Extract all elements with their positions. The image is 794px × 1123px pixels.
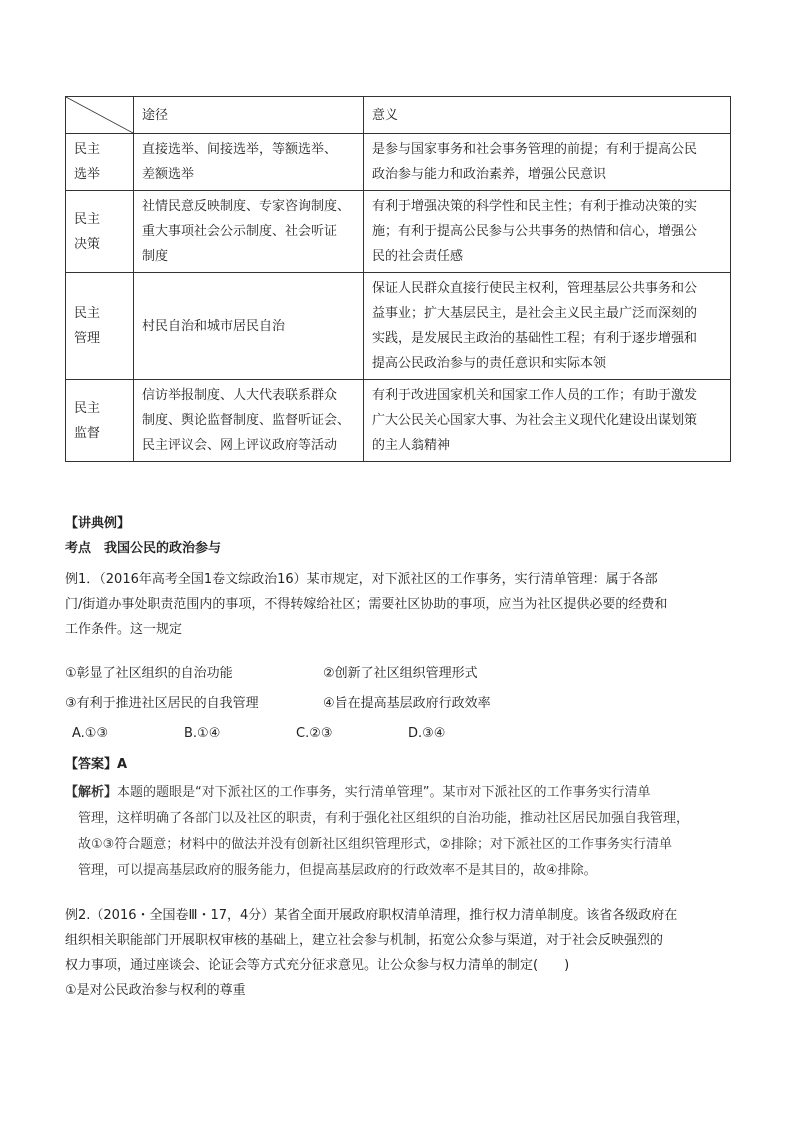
row-path: 社情民意反映制度、专家咨询制度、 重大事项社会公示制度、社会听证 制度 — [134, 191, 364, 273]
option-b: B.①④ — [184, 726, 221, 741]
row-label: 民主 监督 — [66, 380, 134, 462]
section-title: 【讲典例】 — [65, 516, 131, 531]
statement-1: ①彰显了社区组织的自治功能 — [65, 666, 233, 681]
stem-line: 门/街道办事处职责范围内的事项，不得转嫁给社区；需要社区协助的事项，应当为社区提供必要的经费和 — [65, 597, 668, 612]
row-meaning: 有利于增强决策的科学性和民主性；有利于推动决策的实 施；有利于提高公民参与公共事务的热情和信心，增强公 民的社会责任感 — [364, 191, 731, 273]
statement-2: ②创新了社区组织管理形式 — [323, 666, 478, 681]
answer-value: A — [117, 757, 128, 772]
row-meaning: 是参与国家事务和社会事务管理的前提；有利于提高公民 政治参与能力和政治素养，增强公民意识 — [364, 134, 731, 191]
analysis-line — [65, 780, 705, 806]
analysis-label: 【解析】 — [65, 785, 118, 800]
example-1-stem — [65, 567, 735, 642]
row-label: 民主 管理 — [66, 273, 134, 380]
row-meaning: 有利于改进国家机关和国家工作人员的工作；有助于激发 广大公民关心国家大事、为社会主义现代化建设出谋划策 的主人翁精神 — [364, 380, 731, 462]
row-path: 直接选举、间接选举，等额选举、 差额选举 — [134, 134, 364, 191]
analysis-line: 故①③符合题意；材料中的做法并没有创新社区组织管理形式，②排除；对下派社区的工作事务实行清单 — [78, 837, 672, 852]
table-row — [66, 273, 731, 380]
diagonal-header-cell — [66, 97, 134, 134]
header-meaning: 意义 — [364, 97, 731, 134]
stem-line: 组织相关职能部门开展职权审核的基础上，建立社会参与机制，拓宽公众参与渠道，对于社会反映强烈的 — [65, 933, 664, 948]
stem-line: 例1．（2016年高考全国1卷文综政治16）某市规定，对下派社区的工作事务，实行清单管理：属于各部 — [65, 572, 658, 587]
stem-line: 例2.（2016・全国卷Ⅲ・17，4分）某省全面开展政府职权清单清理，推行权力清单制度。该省各级政府在 — [65, 908, 678, 923]
row-label: 民主 选举 — [66, 134, 134, 191]
answer-line — [65, 752, 127, 777]
analysis-text: 本题的题眼是“对下派社区的工作事务，实行清单管理”。某市对下派社区的工作事务实行清单 — [117, 785, 651, 800]
stem-line: 工作条件。这一规定 — [65, 622, 183, 637]
statement-4: ④旨在提高基层政府行政效率 — [323, 696, 491, 711]
header-path: 途径 — [134, 97, 364, 134]
answer-label: 【答案】 — [65, 757, 118, 772]
stem-line: 权力事项，通过座谈会、论证会等方式充分征求意见。让公众参与权力清单的制定( ) — [65, 958, 570, 973]
table-row — [66, 380, 731, 462]
row-path: 村民自治和城市居民自治 — [134, 273, 364, 380]
table-row — [66, 134, 731, 191]
option-a: A.①③ — [72, 726, 109, 741]
option-c: C.②③ — [296, 726, 333, 741]
row-label: 民主 决策 — [66, 191, 134, 273]
statement-3: ③有利于推进社区居民的自我管理 — [65, 696, 259, 711]
option-d: D.③④ — [408, 726, 446, 741]
row-meaning: 保证人民群众直接行使民主权利，管理基层公共事务和公 益事业；扩大基层民主，是社会主义民主最广泛而深刻的 实践，是发展民主政治的基础性工程；有利于逐步增强和 提高公民政治参与的责任意识和实际本领 — [364, 273, 731, 380]
example-2-stem — [65, 903, 735, 1003]
analysis-line: 管理，这样明确了各部门以及社区的职责，有利于强化社区组织的自治功能，推动社区居民加强自我管理， — [78, 811, 690, 826]
stem-line: ①是对公民政治参与权利的尊重 — [65, 983, 246, 998]
topic-heading: 考点 我国公民的政治参与 — [65, 541, 222, 556]
table-header-row — [66, 97, 731, 134]
table-row — [66, 191, 731, 273]
row-path: 信访举报制度、人大代表联系群众 制度、舆论监督制度、监督听证会、 民主评议会、网上评议政府等活动 — [134, 380, 364, 462]
analysis-line: 管理，可以提高基层政府的服务能力，但提高基层政府的行政效率不是其目的，故④排除。 — [78, 863, 597, 878]
analysis-block — [65, 780, 705, 884]
democracy-table — [65, 96, 731, 462]
